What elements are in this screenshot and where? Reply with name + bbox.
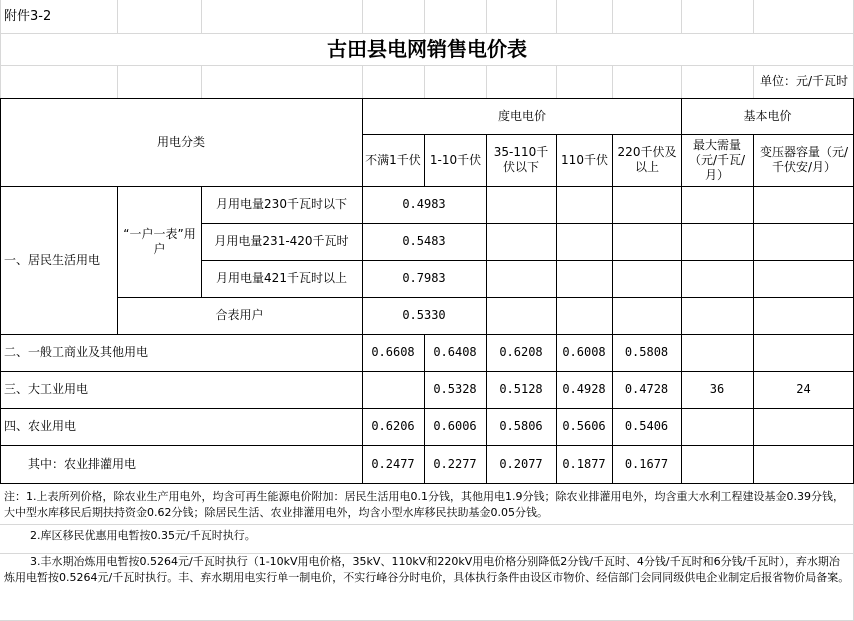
table-cell: 0.2277 [433,456,477,471]
table-cell [753,408,854,445]
combined-meter-label: 合表用户 [215,308,264,322]
table-cell: 0.4728 [624,382,669,396]
table-cell: 0.5606 [562,419,606,433]
energy-price-header: 度电电价 [497,108,546,123]
table-cell: 0.5328 [433,382,477,396]
tier-1-label: 月用电量230千瓦时以下 [216,197,347,211]
col-header-110kv: 110千伏 [561,152,608,167]
table-cell: 0.5128 [499,382,543,396]
tier-2-price: 0.5483 [402,234,446,248]
row-label-general-commercial: 二、一般工商业及其他用电 [4,345,149,359]
table-cell: 0.6006 [433,419,477,433]
table-cell: 0.4928 [562,382,606,396]
table-cell: 0.2077 [499,456,543,471]
category-header: 用电分类 [156,134,205,149]
table-cell: 0.6208 [499,345,543,359]
table-cell: 0.5406 [624,419,669,433]
tier-1-price: 0.4983 [402,197,446,211]
residential-label: 一、居民生活用电 [4,252,101,267]
col-header-220kv: 220千伏及以上 [617,145,677,174]
table-cell: 0.6408 [433,345,477,359]
table-cell [681,445,753,483]
table-cell: 0.6206 [371,419,415,433]
table-cell: 36 [709,382,725,396]
table-cell: 0.1877 [562,456,606,471]
table-cell: 0.2477 [371,456,415,471]
table-cell: 0.6608 [371,345,415,359]
row-label-agriculture: 四、农业用电 [4,419,77,433]
col-header-35-110kv: 35-110千伏以下 [493,145,549,174]
note-1: 注：1.上表所列价格，除农业生产用电外，均含可再生能源电价附加：居民生活用电0.1分钱，其他用电1.9分钱；除农业排灌用电外，均含重大水利工程建设基金0.39分钱，大中型水库移民后期扶持资金0.62分钱；除居民生活、农业排灌用电外，均含小型水库移民扶助基金0.05分钱。 [4,490,844,519]
table-cell [681,334,753,371]
row-label-irrigation: 其中：农业排灌用电 [28,456,137,471]
row-label-large-industry: 三、大工业用电 [4,382,89,396]
table-cell: 24 [796,382,811,396]
note-2: 2.库区移民优惠用电暂按0.35元/千瓦时执行。 [30,529,256,542]
page-title: 古田县电网销售电价表 [327,36,527,61]
table-cell: 0.6008 [562,345,606,359]
table-cell [362,371,424,408]
table-cell [753,334,854,371]
col-header-1-10kv: 1-10千伏 [429,152,482,167]
unit-text: 单位：元/千瓦时 [759,74,848,88]
tier-3-price: 0.7983 [402,271,446,285]
one-meter-user-label: “一户一表”用户 [123,226,196,256]
combined-meter-price: 0.5330 [402,308,446,322]
table-cell: 0.5806 [499,419,543,433]
basic-price-header: 基本电价 [743,108,792,123]
transformer-header: 变压器容量（元/千伏安/月） [759,145,849,174]
table-cell: 0.1677 [624,456,669,471]
note-3: 3.丰水期冶炼用电暂按0.5264元/千瓦时执行（1-10kV用电价格，35kV、110kV和220kV用电价格分别降低2分钱/千瓦时、4分钱/千瓦时和6分钱/千瓦时），弃水期冶炼用电暂按0.5264元/千瓦时执行。丰、弃水期用电实行单一制电价，不实行峰谷分时电价，具体执行条件由设区市物价、经信部门会同同级供电企业制定后报省物价局备案。 [4,555,850,584]
table-cell [681,408,753,445]
col-header-under-1kv: 不满1千伏 [365,152,421,167]
table-cell: 0.5808 [624,345,669,359]
attachment-label: 附件3-2 [4,9,52,24]
max-demand-header: 最大需量（元/千瓦/月） [688,137,746,182]
tier-2-label: 月用电量231-420千瓦时 [214,234,349,248]
tier-3-label: 月用电量421千瓦时以上 [216,271,347,285]
table-cell [753,445,854,483]
